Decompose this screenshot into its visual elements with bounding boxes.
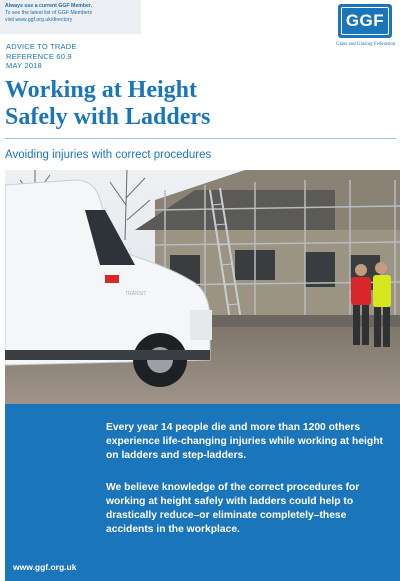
- advice-line1: ADVICE TO TRADE: [6, 42, 77, 51]
- panel-paragraph-2: We believe knowledge of the correct procedures for working at height safely with ladders could help to drastically reduce–or eliminate completely–these accidents in the workplace.: [106, 482, 360, 535]
- page-subtitle: Avoiding injuries with correct procedures: [5, 149, 212, 161]
- ggf-logo-caption: Glass and Glazing Federation: [336, 42, 396, 47]
- member-notice-line2: To see the latest list of GGF Members: [5, 10, 93, 16]
- website-link[interactable]: www.ggf.org.uk: [13, 562, 77, 572]
- ggf-logo-mark: [338, 4, 392, 38]
- ggf-logo: [336, 4, 394, 48]
- cover-photo: [5, 170, 400, 404]
- advice-line3: MAY 2018: [6, 61, 42, 70]
- divider: [5, 138, 396, 139]
- title-line2: Safely with Ladders: [5, 104, 211, 130]
- cover-photo-illustration: [5, 170, 400, 404]
- advice-line2: REFERENCE 60.9: [6, 51, 72, 61]
- van-lettering: TRANSIT: [125, 291, 147, 297]
- member-notice-line3: visit www.ggf.org.uk/directory: [5, 17, 73, 23]
- panel-paragraph-1: Every year 14 people die and more than 1200 others experience life-changing injuries while working at height on ladders and step-ladders.: [106, 422, 383, 461]
- info-panel: [5, 404, 400, 581]
- member-notice-line1: Always use a current GGF Member.: [5, 3, 93, 9]
- title-line1: Working at Height: [5, 77, 198, 103]
- member-notice: [0, 0, 141, 34]
- ggf-logo-text: GGF: [345, 11, 385, 30]
- page-title: [5, 77, 335, 131]
- advice-reference: [6, 42, 77, 71]
